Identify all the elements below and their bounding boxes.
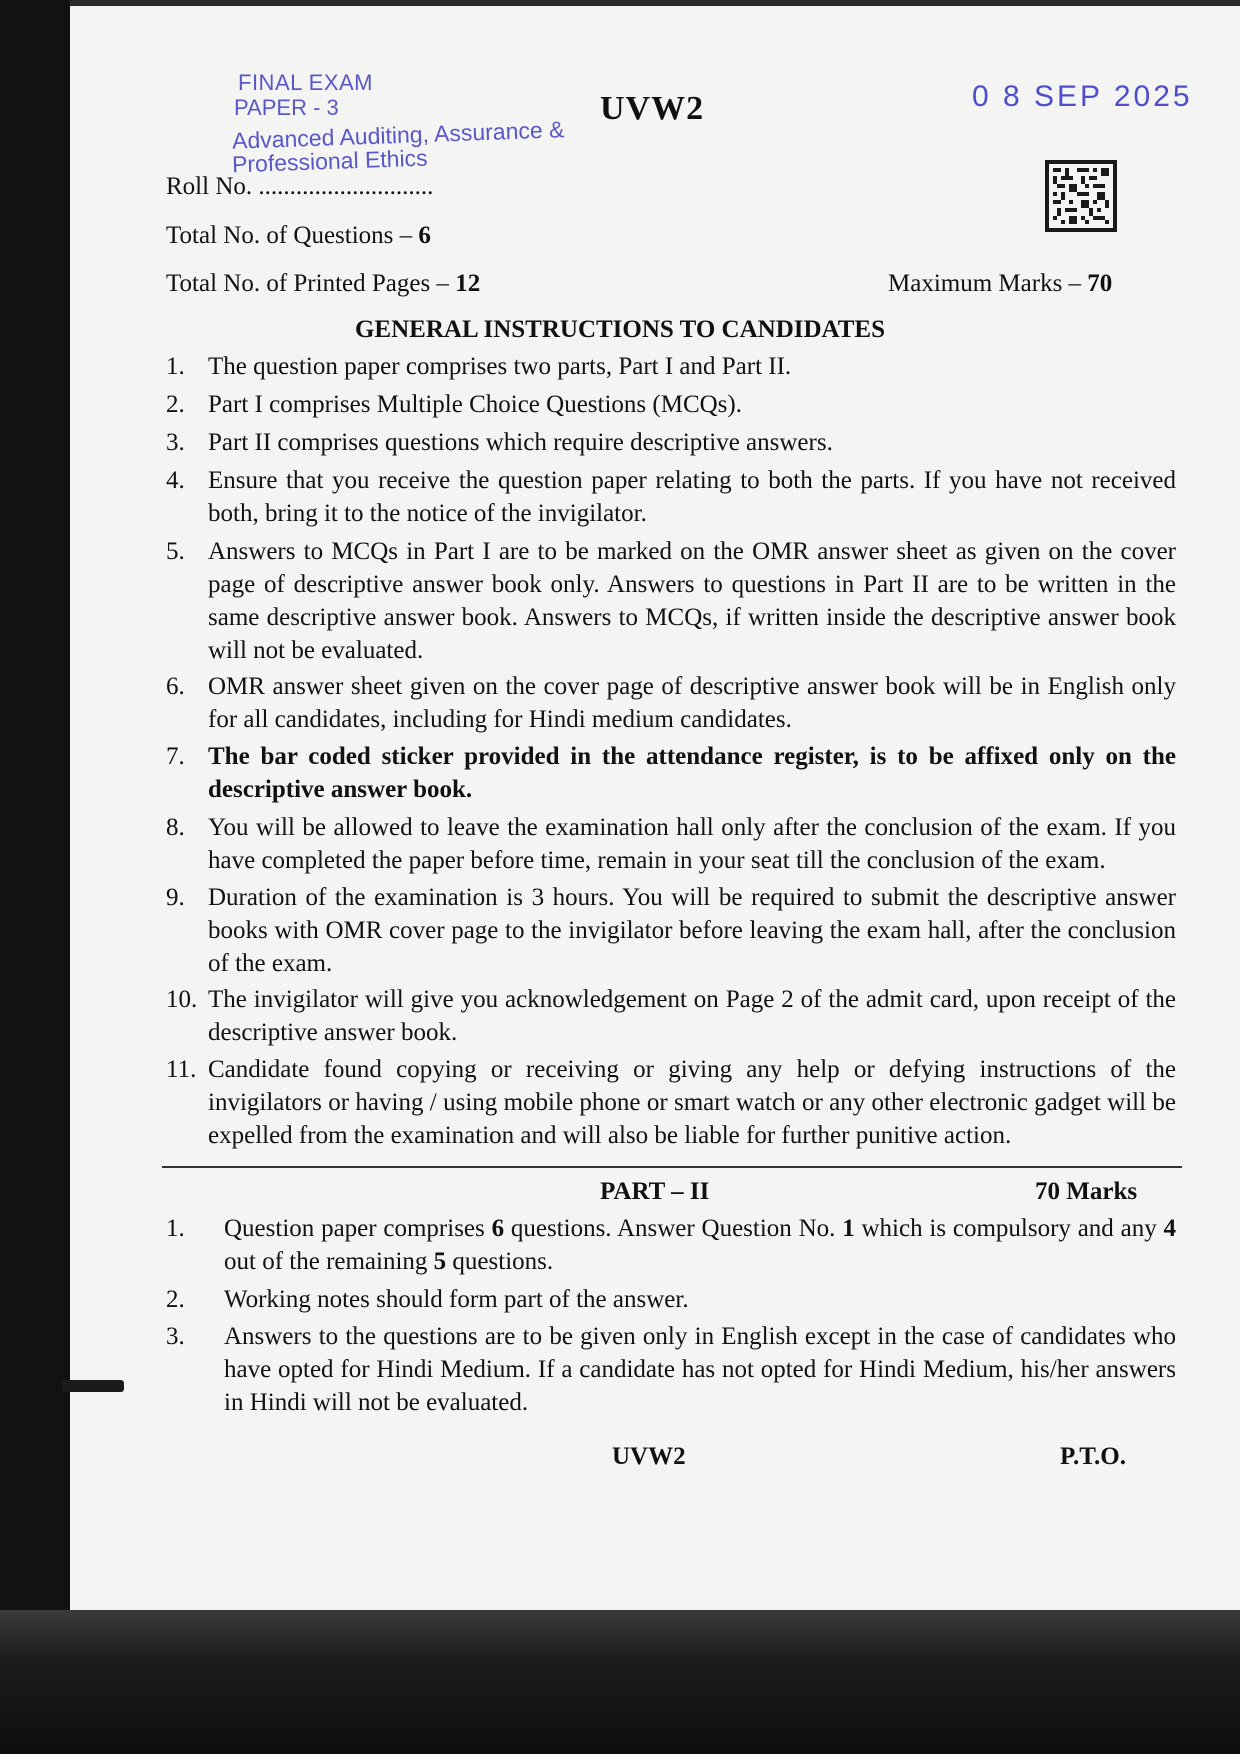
instruction-number: 1. <box>166 353 185 380</box>
part-two-number: 1. <box>166 1215 185 1242</box>
text-run: which is compulsory and any <box>854 1215 1164 1242</box>
instruction-number: 10. <box>166 986 198 1013</box>
instruction-number: 3. <box>166 429 185 456</box>
instruction-text: The bar coded sticker provided in the attendance register, is to be affixed only on the descriptive answer book. <box>208 743 1176 803</box>
instruction-number: 5. <box>166 538 185 565</box>
part-two-text: Answers to the questions are to be given only in English except in the case of candidates who have opted for Hindi Medium. If a candidate has not opted for Hindi Medium, his/her answers in Hindi will not be evaluated. <box>224 1323 1176 1416</box>
footer-pto: P.T.O. <box>1060 1443 1126 1470</box>
instruction-text: Ensure that you receive the question paper relating to both the parts. If you have not received both, bring it to the notice of the invigilator. <box>208 467 1176 527</box>
scan-border-bottom <box>0 1610 1240 1754</box>
instruction-item <box>166 535 1176 667</box>
qr-code-icon <box>1045 160 1117 232</box>
instruction-item <box>166 881 1176 980</box>
instruction-number: 8. <box>166 814 185 841</box>
footer-paper-code: UVW2 <box>612 1443 686 1470</box>
maximum-marks <box>888 270 1112 298</box>
instruction-number: 2. <box>166 391 185 418</box>
instruction-text: Candidate found copying or receiving or giving any help or defying instructions of the invigilators or having / using mobile phone or smart watch or any other electronic gadget will be expelled from the examination and will also be liable for further punitive action. <box>208 1056 1176 1149</box>
part-two-number: 2. <box>166 1286 185 1313</box>
instruction-item <box>166 426 1176 459</box>
part-two-text: Working notes should form part of the answer. <box>224 1286 689 1313</box>
instruction-number: 9. <box>166 884 185 911</box>
optional-count: 4 <box>1163 1215 1176 1242</box>
maximum-marks-value: 70 <box>1087 270 1113 297</box>
general-instructions-heading: GENERAL INSTRUCTIONS TO CANDIDATES <box>354 316 885 343</box>
instruction-item <box>166 740 1176 806</box>
section-divider <box>162 1166 1182 1168</box>
scan-border-left <box>0 0 70 1754</box>
paper-code: UVW2 <box>600 90 705 127</box>
part-two-number: 3. <box>166 1323 185 1350</box>
instruction-text: The question paper comprises two parts, Part I and Part II. <box>208 353 792 380</box>
instruction-text: OMR answer sheet given on the cover page of descriptive answer book will be in English only for all candidates, including for Hindi medium candidates. <box>208 673 1176 733</box>
compulsory-question-number: 1 <box>842 1215 855 1242</box>
stamp-exam-label: FINAL EXAM <box>238 70 373 95</box>
instruction-number: 7. <box>166 743 185 770</box>
instruction-item <box>166 388 1176 421</box>
part-two-item <box>166 1283 1176 1316</box>
stamp-subject-line2: Professional Ethics <box>231 144 428 178</box>
binding-mark <box>62 1380 124 1392</box>
text-run: questions. <box>446 1248 554 1275</box>
instruction-item <box>166 1053 1176 1152</box>
total-questions-label: Total No. of Questions – <box>166 222 419 249</box>
instruction-item <box>166 983 1176 1049</box>
instruction-number: 11. <box>166 1056 197 1083</box>
instruction-item <box>166 670 1176 736</box>
stamp-subject-line1: Advanced Auditing, Assurance & <box>231 116 565 154</box>
total-pages <box>166 270 480 298</box>
instruction-text: Duration of the examination is 3 hours. You will be required to submit the descriptive answer books with OMR cover page to the invigilator before leaving the exam hall, after the conclusion of the exam. <box>208 884 1176 977</box>
instruction-number: 4. <box>166 467 185 494</box>
total-pages-value: 12 <box>455 270 481 297</box>
part-two-item <box>166 1212 1176 1278</box>
instruction-text: The invigilator will give you acknowledgement on Page 2 of the admit card, upon receipt of the descriptive answer book. <box>208 986 1176 1046</box>
instruction-item <box>166 350 1176 383</box>
text-run: Question paper comprises <box>224 1215 492 1242</box>
instruction-item <box>166 811 1176 877</box>
maximum-marks-label: Maximum Marks – <box>888 270 1088 297</box>
stamp-paper-number: PAPER - 3 <box>234 95 339 120</box>
instruction-text: Answers to MCQs in Part I are to be marked on the OMR answer sheet as given on the cover page of descriptive answer book only. Answers to questions in Part II are to be written in the same descriptive answer book. Answers to MCQs, if written inside the descriptive answer book will not be evaluated. <box>208 538 1176 664</box>
instruction-item <box>166 464 1176 530</box>
instruction-text: Part I comprises Multiple Choice Questions (MCQs). <box>208 391 742 418</box>
remaining-count: 5 <box>433 1248 447 1275</box>
text-run: out of the remaining <box>224 1248 434 1275</box>
part-two-marks: 70 Marks <box>1035 1178 1138 1205</box>
part-two-title: PART – II <box>600 1178 710 1205</box>
text-run: questions. Answer Question No. <box>504 1215 843 1242</box>
instruction-text: Part II comprises questions which require descriptive answers. <box>208 429 833 456</box>
part-two-item <box>166 1320 1176 1419</box>
roll-number-field: Roll No. ............................ <box>166 173 434 200</box>
instruction-number: 6. <box>166 673 185 700</box>
instruction-text: You will be allowed to leave the examination hall only after the conclusion of the exam. If you have completed the paper before time, remain in your seat till the conclusion of the exam. <box>208 814 1176 874</box>
part-two-text <box>224 1212 1176 1278</box>
question-count: 6 <box>491 1215 505 1242</box>
total-questions-value: 6 <box>418 222 431 249</box>
stamp-date: 0 8 SEP 2025 <box>972 80 1193 113</box>
total-pages-label: Total No. of Printed Pages – <box>166 270 456 297</box>
total-questions <box>166 222 431 250</box>
